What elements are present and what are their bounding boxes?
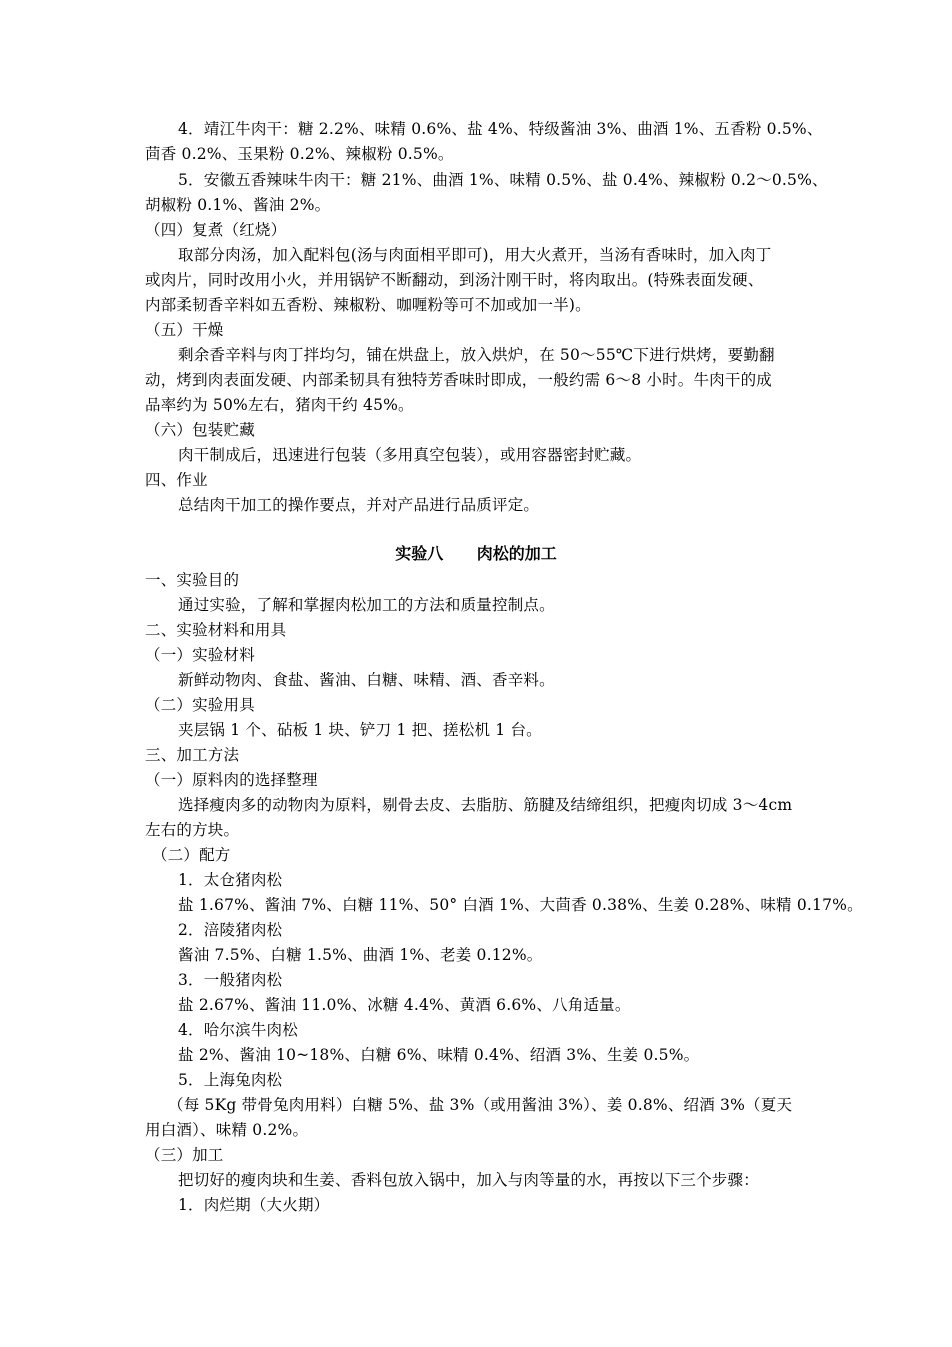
paragraph-recooking-line2: 或肉片，同时改用小火，并用锅铲不断翻动，到汤汁刚干时，将肉取出。(特殊表面发硬、 <box>145 271 764 289</box>
formula-general-title: 3．一般猪肉松 <box>178 971 283 989</box>
formula-harbin-title: 4．哈尔滨牛肉松 <box>178 1021 298 1039</box>
paragraph-drying-line2: 动，烤到肉表面发硬、内部柔韧具有独特芳香味时即成，一般约需 6～8 小时。牛肉干的成 <box>145 371 772 389</box>
heading-processing: （三）加工 <box>145 1146 224 1164</box>
paragraph-raw-meat-line2: 左右的方块。 <box>145 821 240 839</box>
paragraph-tools: 夹层锅 1 个、砧板 1 块、铲刀 1 把、搓松机 1 台。 <box>178 721 542 739</box>
formula-harbin-ingredients: 盐 2%、酱油 10~18%、白糖 6%、味精 0.4%、绍酒 3%、生姜 0.5%。 <box>178 1046 700 1064</box>
recipe-anhui-beef-jerky: 5．安徽五香辣味牛肉干：糖 21%、曲酒 1%、味精 0.5%、盐 0.4%、辣椒粉 0.2～0.5%、 <box>178 171 828 189</box>
heading-raw-meat: （一）原料肉的选择整理 <box>145 771 318 789</box>
formula-shanghai-ingredients: （每 5Kg 带骨兔肉用料）白糖 5%、盐 3%（或用酱油 3%）、姜 0.8%、绍酒 3%（夏天 <box>168 1096 793 1114</box>
paragraph-recooking: 取部分肉汤，加入配料包(汤与肉面相平即可)，用大火煮开，当汤有香味时，加入肉丁 <box>178 246 772 264</box>
heading-materials-tools: 二、实验材料和用具 <box>145 621 287 639</box>
heading-purpose: 一、实验目的 <box>145 571 240 589</box>
formula-fuling-ingredients: 酱油 7.5%、白糖 1.5%、曲酒 1%、老姜 0.12%。 <box>178 946 543 964</box>
paragraph-recooking-line3: 内部柔韧香辛料如五香粉、辣椒粉、咖喱粉等可不加或加一半)。 <box>145 296 591 314</box>
formula-taicang-title: 1．太仓猪肉松 <box>178 871 283 889</box>
recipe-jingjiang-continued: 茴香 0.2%、玉果粉 0.2%、辣椒粉 0.5%。 <box>145 145 454 163</box>
formula-taicang-ingredients: 盐 1.67%、酱油 7%、白糖 11%、50° 白酒 1%、大茴香 0.38%、生姜 0.28%、味精 0.17%。 <box>178 896 863 914</box>
step-tenderizing: 1．肉烂期（大火期） <box>178 1196 330 1214</box>
recipe-jingjiang-beef-jerky: 4．靖江牛肉干：糖 2.2%、味精 0.6%、盐 4%、特级酱油 3%、曲酒 1%、五香粉 0.5%、 <box>178 120 823 138</box>
paragraph-purpose: 通过实验，了解和掌握肉松加工的方法和质量控制点。 <box>178 596 555 614</box>
heading-packaging: （六）包装贮藏 <box>145 421 255 439</box>
paragraph-drying: 剩余香辛料与肉丁拌均匀，铺在烘盘上，放入烘炉，在 50～55℃下进行烘烤，要勤翻 <box>178 346 775 364</box>
heading-drying: （五）干燥 <box>145 321 224 339</box>
heading-recooking: （四）复煮（红烧） <box>145 221 287 239</box>
paragraph-assignment: 总结肉干加工的操作要点，并对产品进行品质评定。 <box>178 496 540 514</box>
paragraph-processing: 把切好的瘦肉块和生姜、香料包放入锅中，加入与肉等量的水，再按以下三个步骤： <box>178 1171 759 1189</box>
heading-assignment: 四、作业 <box>145 471 208 489</box>
recipe-anhui-continued: 胡椒粉 0.1%、酱油 2%。 <box>145 196 331 214</box>
formula-general-ingredients: 盐 2.67%、酱油 11.0%、冰糖 4.4%、黄酒 6.6%、八角适量。 <box>178 996 631 1014</box>
heading-method: 三、加工方法 <box>145 746 240 764</box>
heading-materials: （一）实验材料 <box>145 646 255 664</box>
heading-formula: （二）配方 <box>152 846 231 864</box>
formula-shanghai-title: 5．上海兔肉松 <box>178 1071 283 1089</box>
paragraph-drying-line3: 品率约为 50%左右，猪肉干约 45%。 <box>145 396 414 414</box>
paragraph-packaging: 肉干制成后，迅速进行包装（多用真空包装），或用容器密封贮藏。 <box>178 446 642 464</box>
paragraph-materials: 新鲜动物肉、食盐、酱油、白糖、味精、酒、香辛料。 <box>178 671 555 689</box>
formula-shanghai-ingredients-line2: 用白酒）、味精 0.2%。 <box>145 1121 309 1139</box>
heading-tools: （二）实验用具 <box>145 696 255 714</box>
experiment-title: 实验八 肉松的加工 <box>395 544 557 563</box>
formula-fuling-title: 2．涪陵猪肉松 <box>178 921 283 939</box>
paragraph-raw-meat: 选择瘦肉多的动物肉为原料，剔骨去皮、去脂肪、筋腱及结缔组织，把瘦肉切成 3～4cm <box>178 796 793 814</box>
